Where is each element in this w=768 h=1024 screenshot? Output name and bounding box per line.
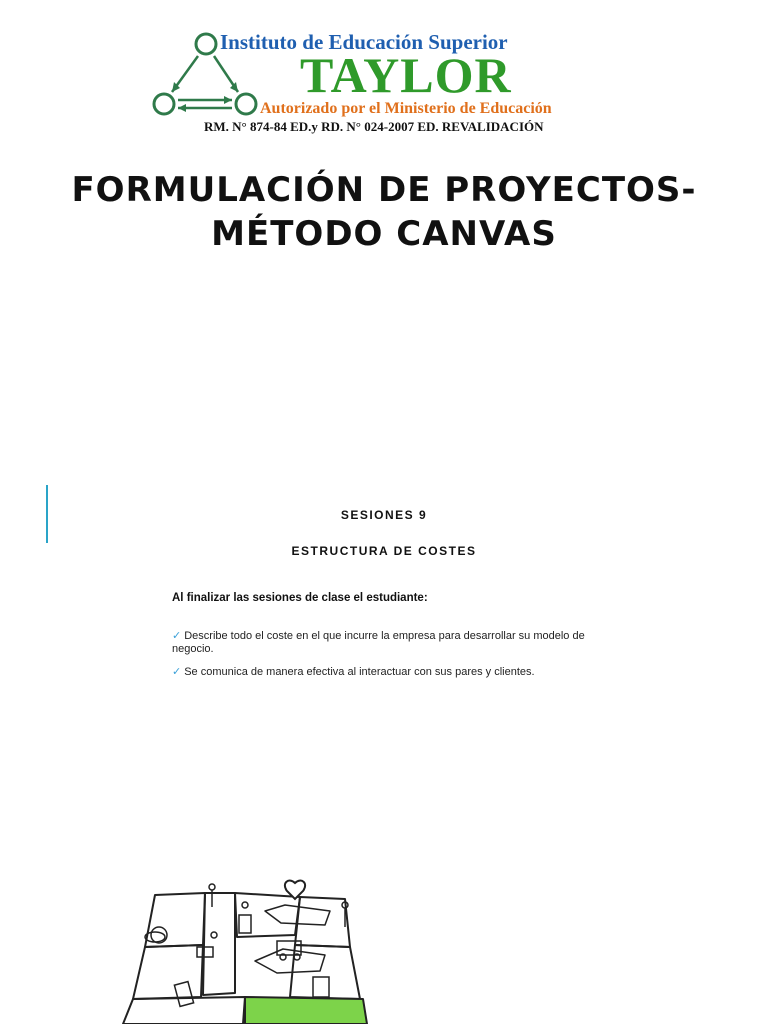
objective-item bbox=[172, 666, 612, 679]
check-icon: ✓ bbox=[172, 666, 182, 678]
institute-logo bbox=[150, 28, 610, 138]
page-title bbox=[0, 168, 768, 256]
objective-text: Se comunica de manera efectiva al interactuar con sus pares y clientes. bbox=[184, 666, 535, 678]
business-model-canvas-illustration bbox=[105, 875, 405, 1024]
session-label: SESIONES 9 bbox=[340, 508, 428, 522]
logo-authorization: Autorizado por el Ministerio de Educación bbox=[260, 100, 552, 117]
objectives-intro: Al finalizar las sesiones de clase el estudiante: bbox=[172, 592, 428, 604]
session-topic: ESTRUCTURA DE COSTES bbox=[291, 544, 477, 558]
logo-brand-name: TAYLOR bbox=[300, 47, 512, 103]
objective-item bbox=[172, 630, 612, 656]
check-icon: ✓ bbox=[172, 630, 182, 642]
objective-text: Describe todo el coste en el que incurre la empresa para desarrollar su modelo de negocio. bbox=[172, 630, 585, 655]
logo-institute-name: Instituto de Educación Superior bbox=[220, 30, 508, 54]
page-title-line2: MÉTODO CANVAS bbox=[211, 214, 557, 254]
logo-resolution: RM. N° 874-84 ED.y RD. N° 024-2007 ED. REVALIDACIÓN bbox=[204, 119, 544, 134]
page-title-line1: FORMULACIÓN DE PROYECTOS- bbox=[71, 170, 697, 210]
